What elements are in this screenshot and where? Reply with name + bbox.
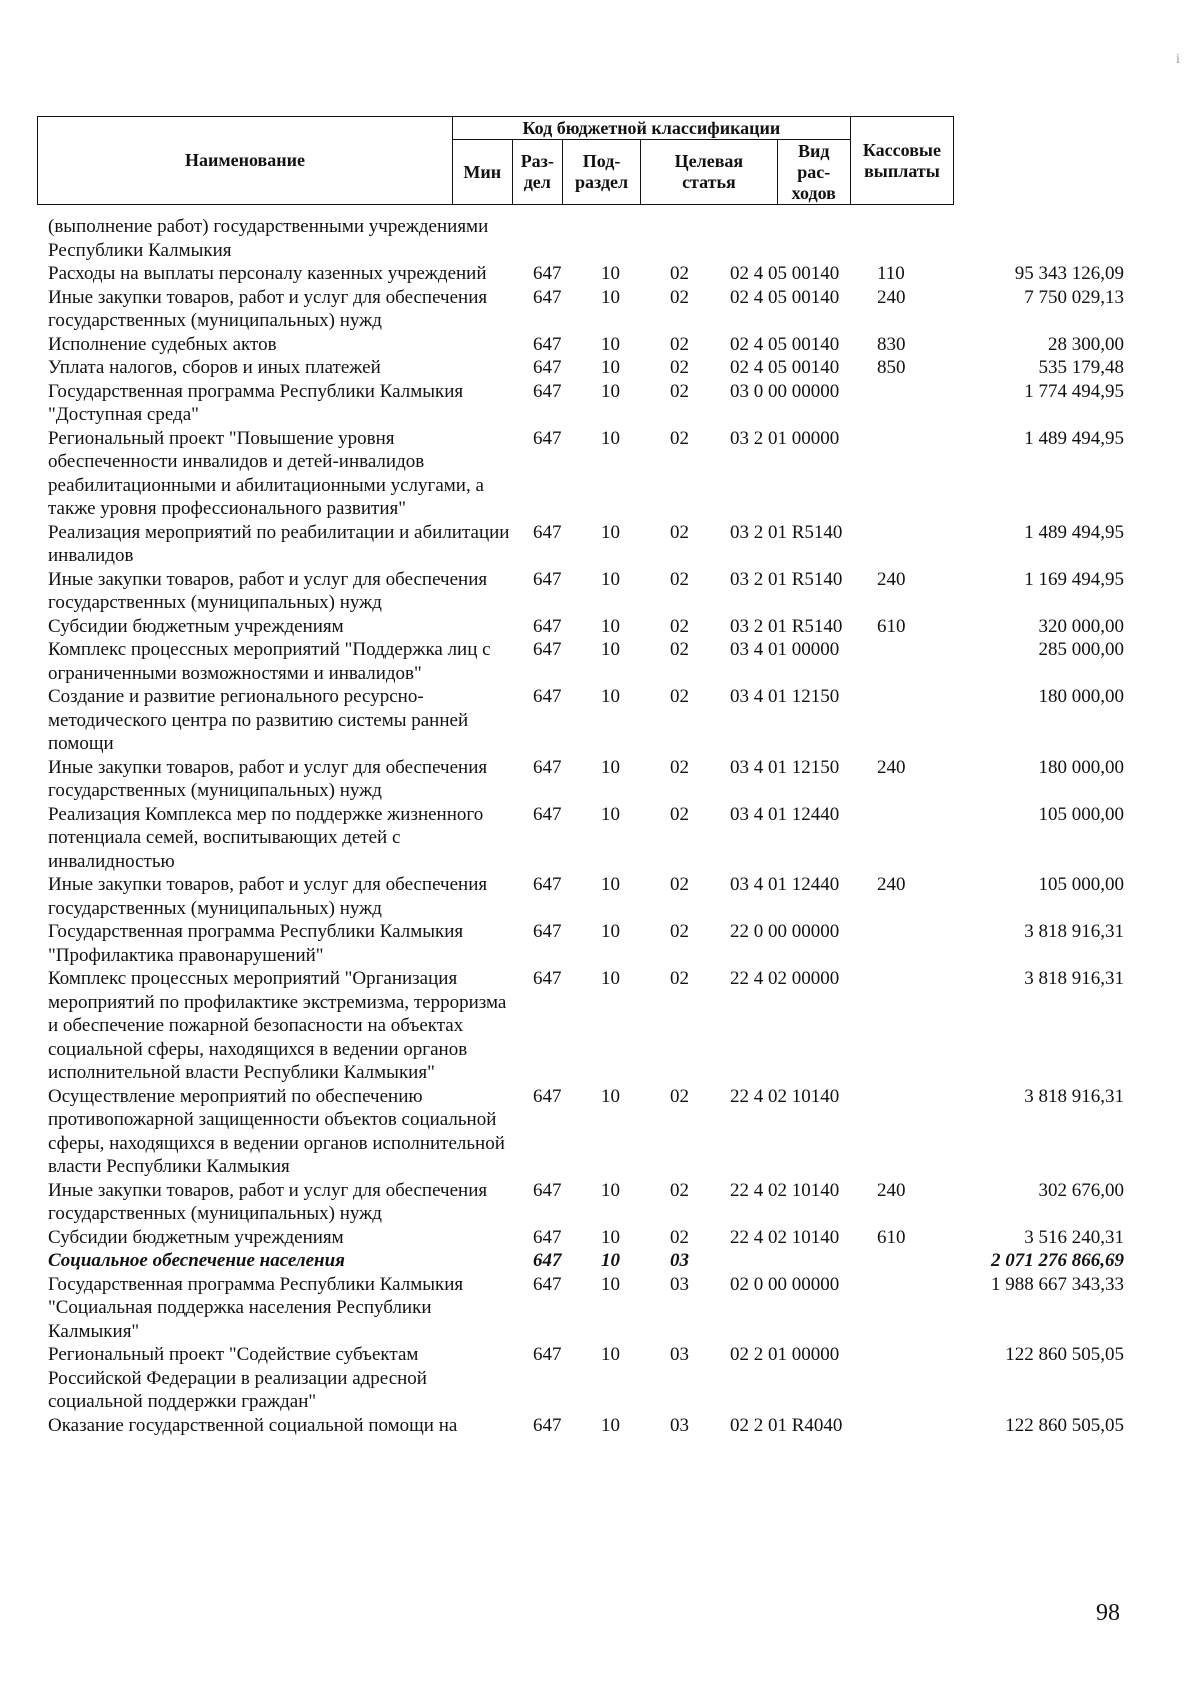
table-row <box>48 638 1148 685</box>
row-podrazdel: 02 <box>670 921 689 942</box>
row-sum: 105 000,00 <box>1038 874 1124 895</box>
row-vid: 240 <box>877 568 906 590</box>
row-sum: 1 774 494,95 <box>1024 380 1124 402</box>
row-name: Исполнение судебных актов <box>48 333 277 355</box>
row-name: Государственная программа Республики Калмыкия "Профилактика правонарушений" <box>48 921 464 966</box>
row-podrazdel: 02 <box>670 756 689 778</box>
row-sum: 1 489 494,95 <box>1024 427 1124 449</box>
row-razdel: 10 <box>601 1414 620 1436</box>
row-razdel: 10 <box>601 1344 620 1365</box>
row-name: Региональный проект "Содействие субъектам Российской Федерации в реализации адресной социальной поддержки граждан" <box>48 1344 427 1412</box>
row-podrazdel: 03 <box>670 1414 689 1436</box>
row-celevaya: 02 2 01 R4040 <box>730 1414 843 1436</box>
row-podrazdel: 03 <box>670 1273 689 1295</box>
row-razdel: 10 <box>601 286 620 308</box>
table-body <box>48 215 1148 1437</box>
table-row <box>48 1414 1148 1438</box>
table-row <box>48 803 1148 874</box>
row-celevaya: 22 4 02 10140 <box>730 1226 840 1248</box>
table-row <box>48 1226 1148 1250</box>
table-row <box>48 262 1148 286</box>
row-podrazdel: 02 <box>670 874 689 895</box>
header-celevaya: Целевая статья <box>641 140 778 205</box>
row-min: 647 <box>533 1085 562 1107</box>
row-celevaya: 22 4 02 10140 <box>730 1179 840 1201</box>
row-sum: 28 300,00 <box>1048 333 1124 355</box>
row-min: 647 <box>533 921 562 942</box>
row-celevaya: 03 4 01 12440 <box>730 803 840 825</box>
row-name: Оказание государственной социальной помощи на <box>48 1414 458 1436</box>
row-podrazdel: 02 <box>670 803 689 825</box>
row-razdel: 10 <box>601 380 620 402</box>
row-vid: 240 <box>877 874 906 895</box>
row-celevaya: 22 4 02 00000 <box>730 968 840 989</box>
table-row <box>48 1249 1148 1273</box>
row-vid: 610 <box>877 1226 906 1248</box>
row-razdel: 10 <box>601 968 620 989</box>
row-min: 647 <box>533 380 562 402</box>
row-sum: 180 000,00 <box>1038 756 1124 778</box>
row-min: 647 <box>533 756 562 778</box>
row-podrazdel: 02 <box>670 615 689 637</box>
table-row <box>48 920 1148 967</box>
row-name: Государственная программа Республики Калмыкия "Социальная поддержка населения Республики Калмыкия" <box>48 1273 464 1342</box>
row-name: Уплата налогов, сборов и иных платежей <box>48 357 381 378</box>
row-podrazdel: 02 <box>670 357 689 378</box>
row-min: 647 <box>533 1226 562 1248</box>
row-name: Комплекс процессных мероприятий "Поддержка лиц с ограниченными возможностями и инвалидов" <box>48 639 491 684</box>
row-min: 647 <box>533 263 562 284</box>
row-podrazdel: 02 <box>670 427 689 449</box>
row-celevaya: 02 0 00 00000 <box>730 1273 840 1295</box>
row-sum: 1 988 667 343,33 <box>991 1273 1124 1295</box>
row-celevaya: 02 4 05 00140 <box>730 286 840 308</box>
row-min: 647 <box>533 803 562 825</box>
row-sum: 285 000,00 <box>1038 639 1124 660</box>
row-name: Комплекс процессных мероприятий "Организация мероприятий по профилактике экстремизма, терроризма и обеспечение пожарной безопасности на объектах социальной сферы, находящихся в ведении органов исполнительной власти Республики Калмыкия" <box>48 968 507 1083</box>
row-name: Реализация мероприятий по реабилитации и абилитации инвалидов <box>48 521 510 566</box>
row-min: 647 <box>533 968 562 989</box>
row-celevaya: 02 4 05 00140 <box>730 263 840 284</box>
row-podrazdel: 02 <box>670 333 689 355</box>
row-vid: 830 <box>877 333 906 355</box>
row-name: Иные закупки товаров, работ и услуг для обеспечения государственных (муниципальных) нужд <box>48 1179 488 1224</box>
row-sum: 95 343 126,09 <box>1014 263 1124 284</box>
table-row <box>48 1343 1148 1414</box>
row-razdel: 10 <box>601 921 620 942</box>
header-podrazdel: Под-раздел <box>563 140 641 205</box>
row-celevaya: 03 2 01 R5140 <box>730 521 843 543</box>
row-celevaya: 02 4 05 00140 <box>730 357 840 378</box>
row-vid: 850 <box>877 357 906 378</box>
table-row <box>48 215 1148 262</box>
row-podrazdel: 02 <box>670 568 689 590</box>
row-min: 647 <box>533 1250 562 1271</box>
row-sum: 122 860 505,05 <box>1005 1414 1124 1436</box>
row-name: Осуществление мероприятий по обеспечению противопожарной защищенности объектов социальной сферы, находящихся в ведении органов исполнительной власти Республики Калмыкия <box>48 1085 505 1177</box>
row-podrazdel: 03 <box>670 1250 689 1271</box>
row-vid: 610 <box>877 615 906 637</box>
row-razdel: 10 <box>601 568 620 590</box>
table-row <box>48 1085 1148 1179</box>
row-min: 647 <box>533 1273 562 1295</box>
row-min: 647 <box>533 357 562 378</box>
row-celevaya: 02 2 01 00000 <box>730 1344 840 1365</box>
table-row <box>48 568 1148 615</box>
row-name: Иные закупки товаров, работ и услуг для обеспечения государственных (муниципальных) нужд <box>48 568 488 613</box>
row-name: Создание и развитие регионального ресурсно-методического центра по развитию системы ранней помощи <box>48 686 469 754</box>
table-row <box>48 1179 1148 1226</box>
row-sum: 302 676,00 <box>1038 1179 1124 1201</box>
row-sum: 1 169 494,95 <box>1024 568 1124 590</box>
table-row <box>48 967 1148 1085</box>
row-sum: 180 000,00 <box>1038 686 1124 707</box>
row-name: Государственная программа Республики Калмыкия "Доступная среда" <box>48 380 464 425</box>
row-podrazdel: 02 <box>670 686 689 707</box>
row-name: Региональный проект "Повышение уровня обеспеченности инвалидов и детей-инвалидов реабилитационными и абилитационными услугами, а также уровня профессионального развития" <box>48 427 484 519</box>
row-razdel: 10 <box>601 263 620 284</box>
page-number: 98 <box>1096 1600 1120 1626</box>
header-naimenovanie: Наименование <box>38 117 453 205</box>
row-sum: 320 000,00 <box>1038 615 1124 637</box>
header-kod: Код бюджетной классификации <box>452 117 850 140</box>
row-celevaya: 03 4 01 00000 <box>730 639 840 660</box>
row-sum: 122 860 505,05 <box>1005 1344 1124 1365</box>
table-row <box>48 873 1148 920</box>
header-razdel: Раз-дел <box>512 140 562 205</box>
row-sum: 3 818 916,31 <box>1024 968 1124 989</box>
row-vid: 240 <box>877 756 906 778</box>
row-podrazdel: 02 <box>670 1179 689 1201</box>
row-celevaya: 03 2 01 00000 <box>730 427 840 449</box>
table-row <box>48 333 1148 357</box>
row-min: 647 <box>533 1344 562 1365</box>
table-row <box>48 356 1148 380</box>
row-sum: 1 489 494,95 <box>1024 521 1124 543</box>
row-podrazdel: 02 <box>670 968 689 989</box>
row-razdel: 10 <box>601 427 620 449</box>
row-min: 647 <box>533 568 562 590</box>
row-podrazdel: 02 <box>670 380 689 402</box>
row-min: 647 <box>533 686 562 707</box>
row-min: 647 <box>533 639 562 660</box>
row-name: Иные закупки товаров, работ и услуг для обеспечения государственных (муниципальных) нужд <box>48 756 488 801</box>
row-celevaya: 22 0 00 00000 <box>730 921 840 942</box>
row-celevaya: 03 4 01 12150 <box>730 686 840 707</box>
row-name: Субсидии бюджетным учреждениям <box>48 1226 344 1248</box>
row-razdel: 10 <box>601 639 620 660</box>
row-razdel: 10 <box>601 1250 620 1271</box>
row-name: Реализация Комплекса мер по поддержке жизненного потенциала семей, воспитывающих детей с инвалидностью <box>48 803 484 872</box>
row-vid: 240 <box>877 286 906 308</box>
row-podrazdel: 03 <box>670 1344 689 1365</box>
row-min: 647 <box>533 333 562 355</box>
row-razdel: 10 <box>601 1179 620 1201</box>
row-sum: 535 179,48 <box>1038 357 1124 378</box>
row-podrazdel: 02 <box>670 263 689 284</box>
row-min: 647 <box>533 521 562 543</box>
row-celevaya: 03 0 00 00000 <box>730 380 840 402</box>
row-podrazdel: 02 <box>670 286 689 308</box>
row-name: Социальное обеспечение населения <box>48 1250 345 1271</box>
row-razdel: 10 <box>601 756 620 778</box>
row-celevaya: 03 4 01 12150 <box>730 756 840 778</box>
row-razdel: 10 <box>601 333 620 355</box>
row-min: 647 <box>533 1179 562 1201</box>
row-min: 647 <box>533 286 562 308</box>
table-row <box>48 427 1148 521</box>
row-min: 647 <box>533 874 562 895</box>
row-razdel: 10 <box>601 357 620 378</box>
row-celevaya: 03 4 01 12440 <box>730 874 840 895</box>
row-sum: 105 000,00 <box>1038 803 1124 825</box>
row-name: Иные закупки товаров, работ и услуг для обеспечения государственных (муниципальных) нужд <box>48 286 488 331</box>
row-razdel: 10 <box>601 1226 620 1248</box>
row-vid: 110 <box>877 263 905 284</box>
row-razdel: 10 <box>601 803 620 825</box>
row-celevaya: 22 4 02 10140 <box>730 1085 840 1107</box>
table-row <box>48 756 1148 803</box>
row-min: 647 <box>533 427 562 449</box>
row-name: (выполнение работ) государственными учреждениями Республики Калмыкия <box>48 216 489 261</box>
row-razdel: 10 <box>601 1273 620 1295</box>
row-podrazdel: 02 <box>670 1085 689 1107</box>
row-celevaya: 03 2 01 R5140 <box>730 568 843 590</box>
header-vid: Вид рас-ходов <box>777 140 850 205</box>
row-celevaya: 02 4 05 00140 <box>730 333 840 355</box>
table-row <box>48 685 1148 756</box>
row-sum: 2 071 276 866,69 <box>991 1250 1124 1271</box>
row-celevaya: 03 2 01 R5140 <box>730 615 843 637</box>
row-podrazdel: 02 <box>670 1226 689 1248</box>
row-podrazdel: 02 <box>670 639 689 660</box>
header-min: Мин <box>452 140 512 205</box>
row-razdel: 10 <box>601 1085 620 1107</box>
row-name: Иные закупки товаров, работ и услуг для обеспечения государственных (муниципальных) нужд <box>48 874 488 919</box>
row-name: Субсидии бюджетным учреждениям <box>48 615 344 637</box>
table-header <box>37 116 954 205</box>
row-sum: 3 818 916,31 <box>1024 1085 1124 1107</box>
row-razdel: 10 <box>601 874 620 895</box>
row-min: 647 <box>533 615 562 637</box>
row-sum: 3 516 240,31 <box>1024 1226 1124 1248</box>
row-sum: 3 818 916,31 <box>1024 921 1124 942</box>
row-name: Расходы на выплаты персоналу казенных учреждений <box>48 263 487 284</box>
row-podrazdel: 02 <box>670 521 689 543</box>
margin-mark: i <box>1176 52 1180 67</box>
row-razdel: 10 <box>601 686 620 707</box>
table-row <box>48 1273 1148 1344</box>
row-razdel: 10 <box>601 615 620 637</box>
table-row <box>48 286 1148 333</box>
table-row <box>48 615 1148 639</box>
row-vid: 240 <box>877 1179 906 1201</box>
row-sum: 7 750 029,13 <box>1024 286 1124 308</box>
table-row <box>48 380 1148 427</box>
table-row <box>48 521 1148 568</box>
row-razdel: 10 <box>601 521 620 543</box>
header-kassovye: Кассовые выплаты <box>850 117 953 205</box>
row-min: 647 <box>533 1414 562 1436</box>
